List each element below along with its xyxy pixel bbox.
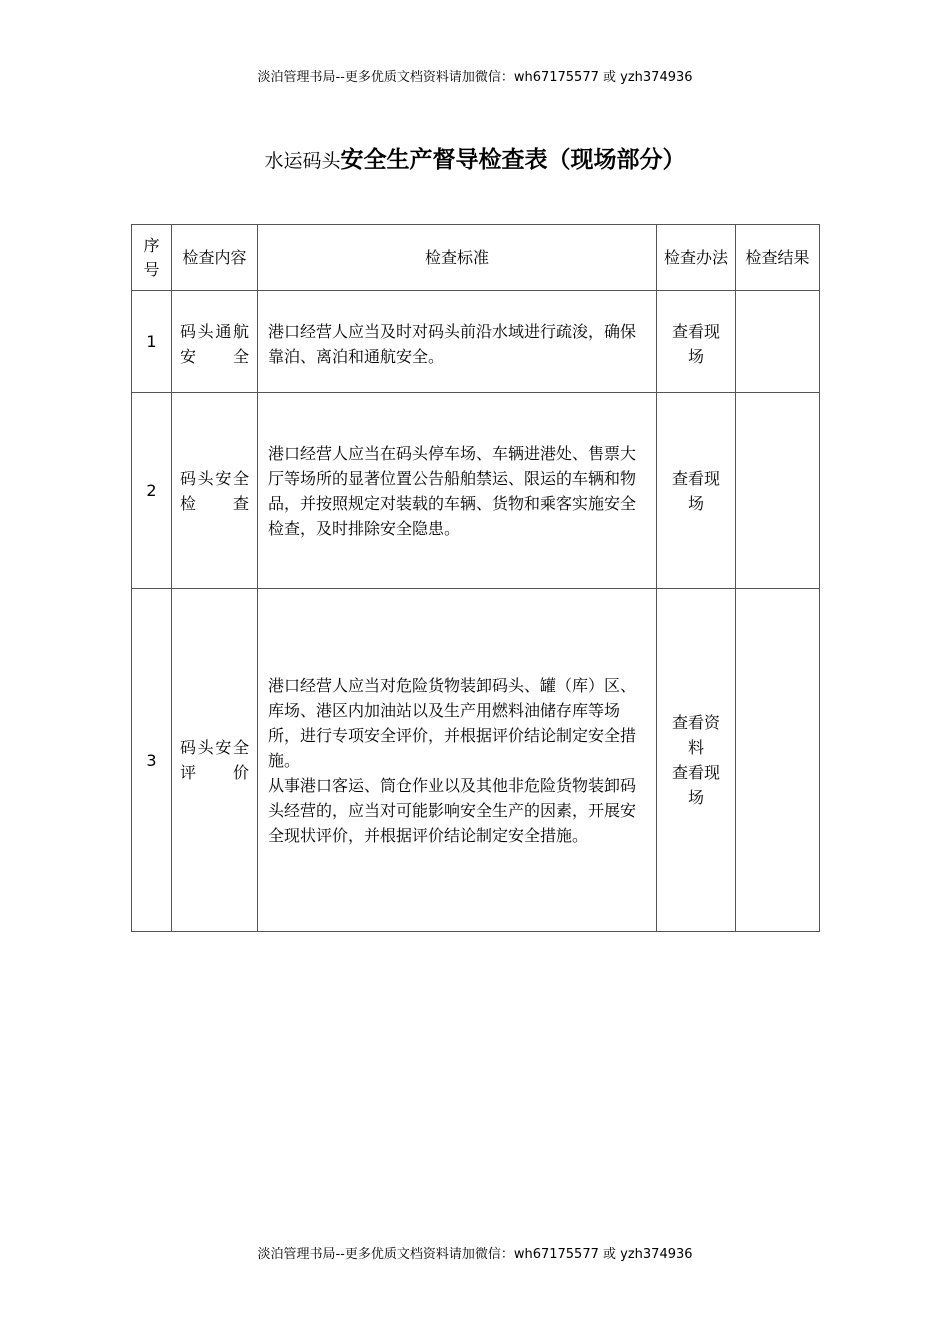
header-result: [736, 225, 820, 291]
cell-standard: [258, 589, 657, 932]
title-prefix: 水运码头: [264, 150, 341, 172]
cell-no: 2: [132, 393, 172, 589]
standard-paragraph: 港口经营人应当对危险货物装卸码头、罐（库）区、库场、港区内加油站以及生产用燃料油储存库等场所，进行专项安全评价，并根据评价结论制定安全措施。: [268, 675, 637, 770]
method-line: 查看现场: [671, 468, 720, 513]
header-no: [132, 225, 172, 291]
standard-paragraph: 从事港口客运、筒仓作业以及其他非危险货物装卸码头经营的，应当对可能影响安全生产的因素，开展安全现状评价，并根据评价结论制定安全措施。: [268, 775, 637, 845]
cell-result: [736, 393, 820, 589]
cell-item: 码头安全检查: [172, 393, 258, 589]
header-standard: [258, 225, 657, 291]
header-no-label: 序号: [143, 235, 160, 279]
method-line: 查看现场: [671, 322, 720, 366]
table-header-row: [132, 225, 820, 291]
header-item-label: 检查内容: [182, 247, 247, 267]
inspection-table: [131, 224, 820, 932]
table-row: [132, 291, 820, 393]
header-note: 淡泊管理书局--更多优质文档资料请加微信：wh67175577 或 yzh374936: [257, 70, 693, 85]
header-item: [172, 225, 258, 291]
cell-standard: [258, 291, 657, 393]
cell-method: [657, 291, 736, 393]
table-row: [132, 393, 820, 589]
cell-item: 码头安全评价: [172, 589, 258, 932]
method-line: 查看现场: [671, 763, 720, 807]
cell-no: 3: [132, 589, 172, 932]
cell-item: 码头通航安全: [172, 291, 258, 393]
cell-method: [657, 589, 736, 932]
header-result-label: 检查结果: [745, 247, 810, 267]
footer-note: 淡泊管理书局--更多优质文档资料请加微信：wh67175577 或 yzh374936: [257, 1247, 693, 1262]
method-line: 查看资料: [671, 713, 720, 757]
cell-method: [657, 393, 736, 589]
cell-no: 1: [132, 291, 172, 393]
cell-standard: [258, 393, 657, 589]
standard-paragraph: 港口经营人应当在码头停车场、车辆进港处、售票大厅等场所的显著位置公告船舶禁运、限运的车辆和物品，并按照规定对装载的车辆、货物和乘客实施安全检查，及时排除安全隐患。: [268, 443, 637, 538]
document-title: [0, 143, 950, 179]
title-main: 安全生产督导检查表（现场部分）: [340, 146, 686, 173]
header-method-label: 检查办法: [663, 247, 728, 267]
table-row: [132, 589, 820, 932]
header-standard-label: 检查标准: [424, 247, 489, 267]
standard-paragraph: 港口经营人应当及时对码头前沿水域进行疏浚，确保靠泊、离泊和通航安全。: [268, 322, 637, 366]
header-method: [657, 225, 736, 291]
cell-result: [736, 589, 820, 932]
cell-result: [736, 291, 820, 393]
